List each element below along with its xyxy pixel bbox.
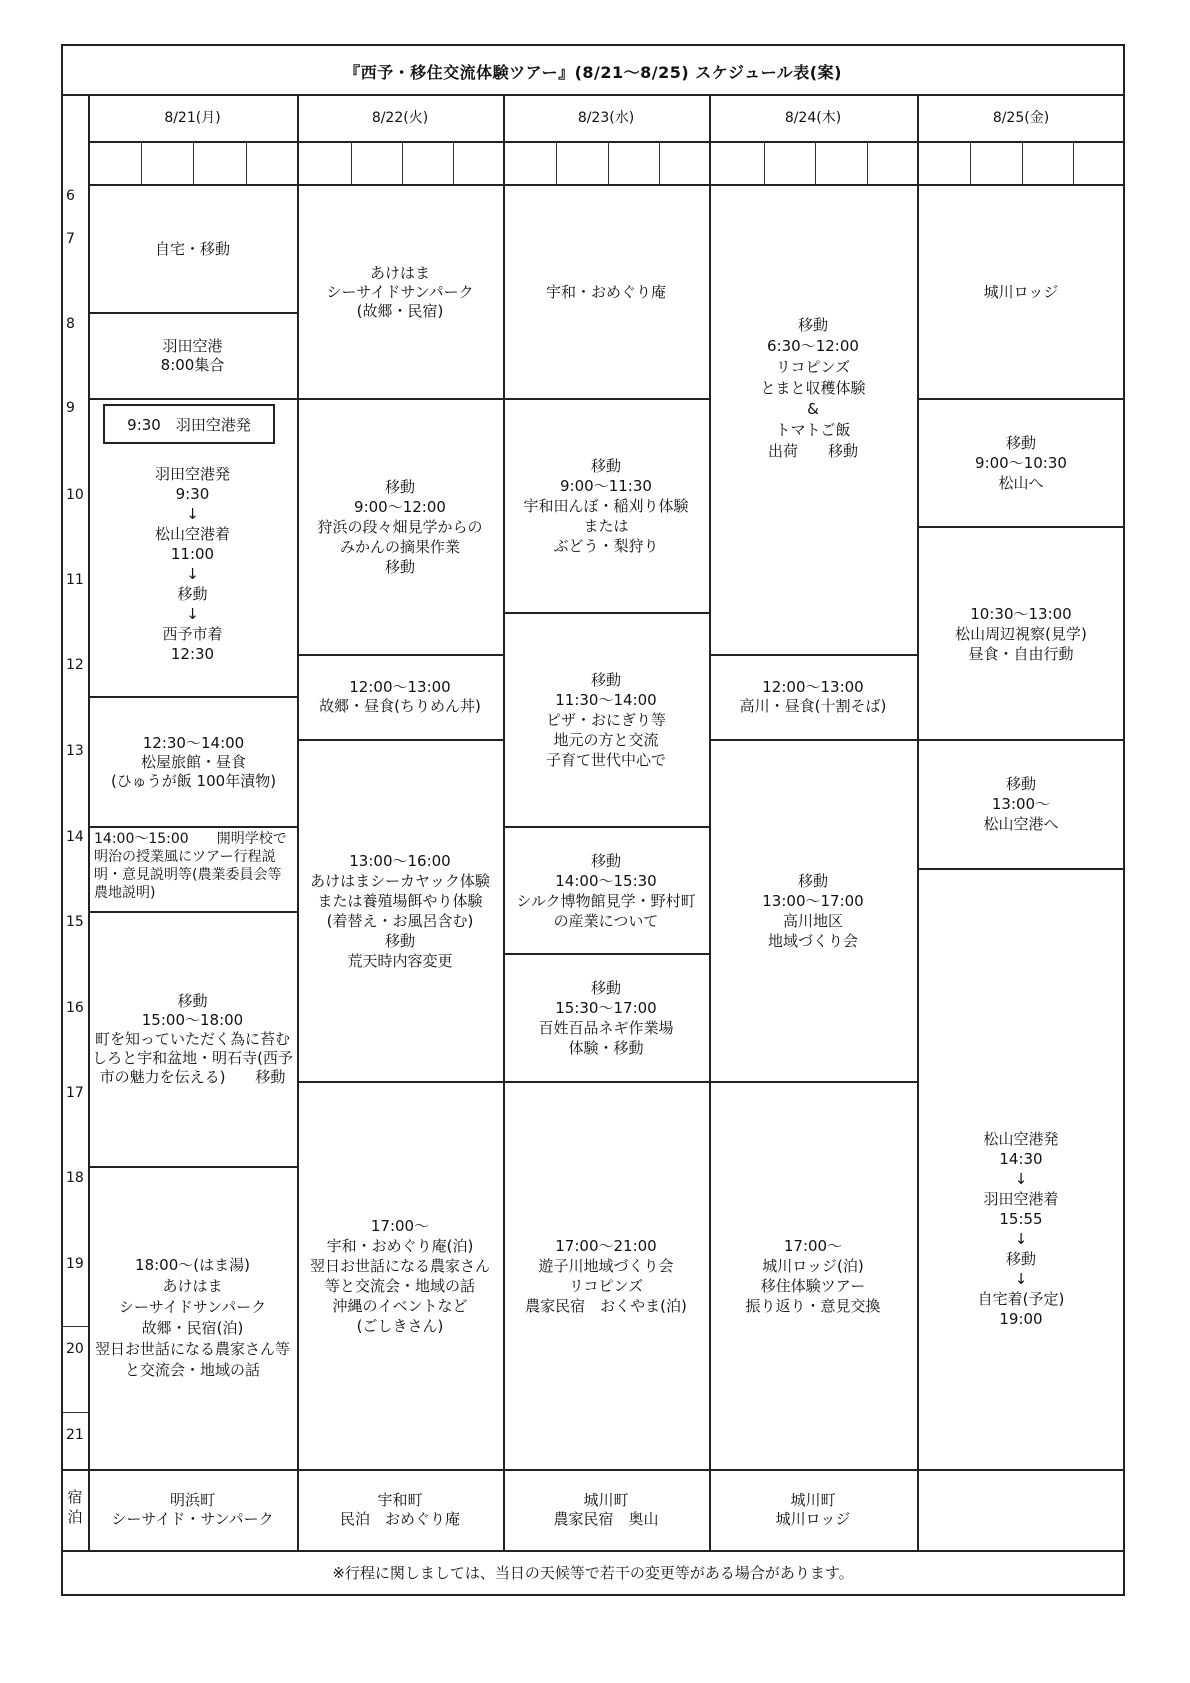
hour-label-7: 7 [66,231,75,247]
d4-evening: 17:00〜 城川ロッジ(泊) 移住体験ツアー 振り返り・意見交換 [745,1236,881,1315]
page-title: 『西予・移住交流体験ツアー』(8/21〜8/25) スケジュール表(案) [344,62,842,82]
stay-day1: 明浜町 シーサイド・サンパーク [111,1491,274,1528]
stay-day2: 宇和町 民泊 おめぐり庵 [339,1491,460,1528]
d3-morning: 宇和・おめぐり庵 [545,282,666,301]
d3-evening: 17:00〜21:00 遊子川地域づくり会 リコピンズ 農家民宿 おくやま(泊) [525,1236,687,1315]
d2-lunch: 12:00〜13:00 故郷・昼食(ちりめん丼) [319,678,481,715]
d2-evening: 17:00〜 宇和・おめぐり庵(泊) 翌日お世話になる農家さん等と交流会・地域の話 沖縄のイベントなど (ごしきさん) [309,1216,490,1335]
stay-header: 宿 泊 [67,1488,83,1526]
stay-day5 [919,1471,1123,1549]
d1-evening: 18:00〜(はま湯) あけはま シーサイドサンパーク 故郷・民宿(泊) 翌日お世話になる農家さん等と交流会・地域の話 [94,1256,290,1379]
hour-label-11: 11 [66,572,84,588]
hour-label-8: 8 [66,316,75,332]
d1-flight: 羽田空港発 9:30 ↓ 松山空港着 11:00 ↓ 移動 ↓ 西予市着 12:30 [154,465,230,663]
hour-label-10: 10 [66,487,84,503]
hour-label-13: 13 [66,743,84,759]
d1-lunch: 12:30〜14:00 松屋旅館・昼食 (ひゅうが飯 100年漬物) [110,733,277,790]
d2-morning: あけはま シーサイドサンパーク (故郷・民宿) [326,263,474,320]
d5-sightseeing: 10:30〜13:00 松山周辺視察(見学) 昼食・自由行動 [955,604,1087,663]
d2-orchard: 移動 9:00〜12:00 狩浜の段々畑見学からの みかんの摘果作業 移動 [317,477,483,576]
day-header-1: 8/21(月) [164,110,221,126]
d4-lunch: 12:00〜13:00 高川・昼食(十割そば) [739,678,887,715]
hour-label-16: 16 [66,1000,84,1016]
d1-depart-box: 9:30 羽田空港発 [103,404,275,444]
day-header-2: 8/22(火) [371,110,429,126]
day-header-4: 8/24(木) [784,110,842,126]
d1-tour: 移動 15:00〜18:00 町を知っていただく為に苔むしろと宇和盆地・明石寺(西予市の魅力を伝える) 移動 [92,991,293,1086]
d3-rice: 移動 9:00〜11:30 宇和田んぼ・稲刈り体験 または ぶどう・梨狩り [523,457,689,555]
d1-school: 14:00〜15:00 開明学校で明治の授業風にツアー行程説明・意見説明等(農業委員会等農地説明) [94,831,287,901]
hour-label-6: 6 [66,188,75,204]
day-header-5: 8/25(金) [992,110,1050,126]
d3-pizza: 移動 11:30〜14:00 ピザ・おにぎり等 地元の方と交流 子育て世代中心で [545,671,666,769]
stay-day4: 城川町 城川ロッジ [775,1491,851,1528]
hour-label-9: 9 [66,400,75,416]
d4-tomato: 移動 6:30〜12:00 リコピンズ とまと収穫体験 & トマトご飯 出荷 移動 [760,315,866,460]
hour-label-14: 14 [66,829,84,845]
d5-matsuyama: 移動 9:00〜10:30 松山へ [975,434,1067,492]
d3-silk: 移動 14:00〜15:30 シルク博物館見学・野村町の産業について [516,852,696,930]
hour-label-21: 21 [66,1427,84,1443]
hour-label-19: 19 [66,1256,84,1272]
d5-to-airport: 移動 13:00〜 松山空港へ [983,775,1059,833]
footnote: ※行程に関しましては、当日の天候等で若干の変更等がある場合があります。 [332,1563,854,1582]
d2-kayak: 13:00〜16:00 あけはまシーカヤック体験または養殖場餌やり体験 (着替え・お風呂含む) 移動 荒天時内容変更 [310,852,490,970]
hour-label-20: 20 [66,1341,84,1357]
day-header-3: 8/23(水) [577,110,635,126]
hour-label-17: 17 [66,1085,84,1101]
d4-community: 移動 13:00〜17:00 高川地区 地域づくり会 [762,872,864,950]
hour-label-15: 15 [66,914,84,930]
stay-day3: 城川町 農家民宿 奥山 [553,1491,659,1528]
hour-label-12: 12 [66,657,84,673]
d1-haneda-meet: 羽田空港 8:00集合 [160,337,225,374]
d1-home: 自宅・移動 [154,239,230,258]
d5-return: 松山空港発 14:30 ↓ 羽田空港着 15:55 ↓ 移動 ↓ 自宅着(予定) 19:00 [977,1130,1065,1328]
d3-negi: 移動 15:30〜17:00 百姓百品ネギ作業場 体験・移動 [538,979,674,1057]
d5-morning: 城川ロッジ [983,282,1059,301]
hour-label-18: 18 [66,1170,84,1186]
